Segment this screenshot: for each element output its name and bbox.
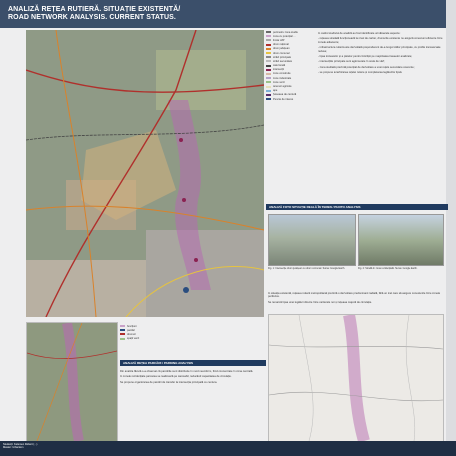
footer-credits <box>3 443 37 449</box>
legend-label: zona cu potențial ... <box>273 34 296 38</box>
parking-section-header: ANALIZĂ REȚEA PARCĂRI / PARKING ANALYSIS <box>120 360 266 366</box>
legend-label: zone industriale <box>273 76 292 80</box>
legend-label: drumuri <box>127 332 136 336</box>
photo-section-header: ANALIZĂ FOTO SITUAȚIE REALĂ ÎN TEREN / PHOTO ANALYSIS <box>266 204 448 210</box>
paragraph: In cadrul studiului de analiză au fost identificate următoarele aspecte: <box>318 32 401 35</box>
paragraph: - infrastructura rutieră este dezvoltată preponderent de-a lungul căilor principale, cu profile transversale reduse; <box>318 46 441 53</box>
legend-swatch <box>266 44 271 46</box>
legend-label: perimetru zona studiu <box>273 30 298 34</box>
footer-bar <box>0 441 456 456</box>
legend-item <box>120 337 160 341</box>
main-road-network-map <box>26 30 264 317</box>
legend-label: zone construite <box>273 72 291 76</box>
paragraph: Din analiza făcută s-a observat că parcările sunt distribuite în mod neuniform, fiind concentrate în zona centrală. <box>120 370 254 373</box>
title-line-1: ANALIZĂ REȚEA RUTIERĂ. SITUAȚIE EXISTENTĂ/ <box>8 6 181 13</box>
legend-swatch <box>266 65 271 67</box>
legend-swatch <box>266 98 271 100</box>
legend-label: drum comunal <box>273 51 290 55</box>
legend-swatch <box>266 56 271 58</box>
title-line-2: ROAD NETWORK ANALYSIS. CURRENT STATUS. <box>8 14 176 21</box>
proposal-map <box>268 314 444 442</box>
legend-label: Puncte de interes <box>273 97 294 101</box>
paragraph: - rețeaua stradală funcționează la nivel de cartier, drumurile existente nu asigură conexiuni eficiente între zonele adiacente; <box>318 37 443 44</box>
photo-2 <box>358 214 444 266</box>
legend-label: intersecții <box>273 68 284 72</box>
map-graphic <box>26 30 264 317</box>
legend-label: cale ferată <box>273 64 286 68</box>
legend-swatch <box>266 73 271 75</box>
parking-map-graphic <box>27 323 117 441</box>
legend-label: limita UAT <box>273 38 285 42</box>
parking-map <box>26 322 118 442</box>
paragraph: - intersecțiile principale sunt aglomerate în orele de vârf; <box>318 60 385 64</box>
footer-line-2: Master: Urbanism <box>3 446 24 450</box>
legend-swatch <box>120 338 125 340</box>
legend-swatch <box>120 325 125 327</box>
photo-1 <box>268 214 356 266</box>
legend-swatch <box>266 77 271 79</box>
paragraph: In situația existentă, rețeaua rutieră metropolitană prezintă o dezvoltare predominant radială, fără un inel care să asigure conexiunile între zonele periferice. <box>268 292 441 299</box>
legend-swatch <box>266 86 271 88</box>
legend-swatch <box>266 81 271 83</box>
photo-2-caption: Fig. 2: Stradă în zona rezidențială. Sursa: Google Earth. <box>358 267 418 270</box>
legend-label: spații verzi <box>127 337 140 341</box>
legend-label: străzi secundare <box>273 59 293 63</box>
paragraph: Se propune organizarea de parcări de transfer la intersecția principală cu centura. <box>120 380 218 384</box>
paragraph: Se remarcă lipsa unei legături directe între cartierele noi și rețeaua majoră de circulație. <box>268 300 372 304</box>
proposal-map-graphic <box>269 315 443 441</box>
legend-swatch <box>266 39 271 41</box>
legend-swatch <box>266 31 271 33</box>
legend-swatch <box>120 333 125 335</box>
legend-label: drum național <box>273 43 289 47</box>
paragraph: - zona studiată prezintă potențial de dezvoltare a unei rețele secundare coerente; <box>318 65 415 69</box>
legend-label: drum județean <box>273 47 290 51</box>
footer-line-1: Studenți: Kelemen Robert (...) <box>3 443 38 446</box>
parking-legend <box>120 324 160 341</box>
legend-item <box>266 97 314 101</box>
photo-1-caption: Fig. 1: Intersecție drum județean cu drum comunal. Sursa: Google Earth. <box>268 267 345 270</box>
legend-swatch <box>120 329 125 331</box>
analysis-text <box>318 32 446 77</box>
paragraph: - lipsa trotuarelor și a pistelor pentru bicicliști pe majoritatea traseelor analizate; <box>318 55 413 59</box>
paragraph: - se propune ierarhizarea rețelei rutiere și completarea legăturilor lipsă. <box>318 71 403 75</box>
legend-label: străzi principale <box>273 55 292 59</box>
map-legend <box>266 30 314 101</box>
legend-label: funcțiuni <box>127 324 137 328</box>
legend-swatch <box>266 60 271 62</box>
page-title <box>8 6 180 22</box>
legend-label: zone verzi <box>273 80 285 84</box>
legend-label: terenuri agricole <box>273 85 292 89</box>
legend-swatch <box>266 94 271 96</box>
current-status-text <box>268 292 442 306</box>
page-edge <box>446 0 456 441</box>
parking-text <box>120 370 262 386</box>
legend-swatch <box>266 35 271 37</box>
legend-label: ape <box>273 89 278 93</box>
legend-label: Șoseaua de centură <box>273 93 297 97</box>
legend-swatch <box>266 90 271 92</box>
legend-swatch <box>266 69 271 71</box>
paragraph: In zonele rezidențiale parcarea se realizează pe carosabil, reducând capacitatea de circulație. <box>120 375 232 379</box>
legend-swatch <box>266 48 271 50</box>
legend-label: parcări <box>127 328 135 332</box>
legend-swatch <box>266 52 271 54</box>
